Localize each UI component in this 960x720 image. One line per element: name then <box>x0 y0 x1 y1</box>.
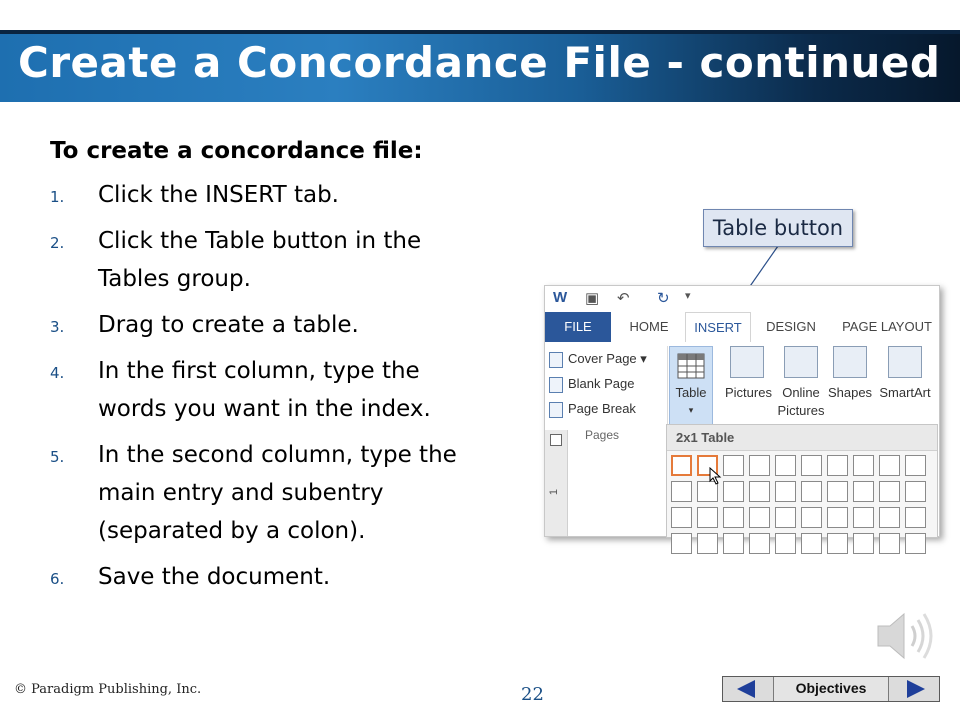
grid-cell[interactable] <box>671 507 692 528</box>
step-number: 1. <box>50 188 65 206</box>
grid-cell[interactable] <box>879 533 900 554</box>
slide-title: Create a Concordance File - continued <box>18 38 941 87</box>
tab-selector-icon[interactable] <box>550 434 562 446</box>
grid-cell[interactable] <box>879 455 900 476</box>
blank-page-button[interactable]: Blank Page <box>549 371 667 396</box>
vertical-ruler <box>545 430 568 536</box>
chevron-down-icon: ▾ <box>688 405 694 415</box>
grid-cell[interactable] <box>723 481 744 502</box>
grid-cell[interactable] <box>853 533 874 554</box>
quick-access-toolbar <box>545 286 939 312</box>
tab-home[interactable]: HOME <box>629 319 669 334</box>
smartart-icon <box>888 346 922 378</box>
customize-toolbar-icon[interactable]: ▾ <box>685 290 691 302</box>
grid-cell[interactable] <box>671 455 692 476</box>
tab-page-layout[interactable]: PAGE LAYOUT <box>842 319 932 334</box>
step-number: 5. <box>50 448 65 466</box>
grid-cell[interactable] <box>801 507 822 528</box>
redo-icon[interactable]: ↻ <box>657 290 670 307</box>
step-text: Drag to create a table. <box>98 312 359 338</box>
table-size-label: 2x1 Table <box>667 425 937 451</box>
grid-cell[interactable] <box>905 481 926 502</box>
pages-group <box>549 346 667 421</box>
grid-cell[interactable] <box>697 507 718 528</box>
right-arrow-icon <box>889 677 939 701</box>
step-number: 3. <box>50 318 65 336</box>
grid-cell[interactable] <box>723 455 744 476</box>
grid-cell[interactable] <box>775 507 796 528</box>
cover-page-icon <box>549 352 563 368</box>
undo-icon[interactable]: ↶ <box>617 290 630 307</box>
grid-cell[interactable] <box>827 455 848 476</box>
next-button[interactable] <box>888 677 939 701</box>
grid-cell[interactable] <box>905 455 926 476</box>
instructions-heading: To create a concordance file: <box>50 138 423 164</box>
table-icon <box>677 353 705 379</box>
left-arrow-icon <box>723 677 773 701</box>
grid-cell[interactable] <box>749 533 770 554</box>
grid-cell[interactable] <box>905 533 926 554</box>
previous-button[interactable] <box>723 677 774 701</box>
tab-design[interactable]: DESIGN <box>766 319 816 334</box>
grid-cell[interactable] <box>749 507 770 528</box>
grid-cell[interactable] <box>905 507 926 528</box>
table-button[interactable] <box>669 346 713 430</box>
tab-file[interactable]: FILE <box>545 312 611 342</box>
grid-cell[interactable] <box>723 533 744 554</box>
grid-cell[interactable] <box>723 507 744 528</box>
step-text: In the first column, type the words you want in the index. <box>98 358 431 422</box>
table-button-label: Table <box>675 385 707 400</box>
step-text: Click the Table button in the Tables group. <box>98 228 422 292</box>
word-logo-icon: W <box>553 289 568 306</box>
grid-cell[interactable] <box>749 481 770 502</box>
grid-cell[interactable] <box>671 533 692 554</box>
grid-cell[interactable] <box>801 481 822 502</box>
grid-cell[interactable] <box>853 481 874 502</box>
page-break-icon <box>549 402 563 418</box>
objectives-button[interactable]: Objectives <box>795 680 867 696</box>
online-pictures-button[interactable]: Online Pictures <box>773 346 829 420</box>
page-break-button[interactable]: Page Break <box>549 396 667 421</box>
grid-cell[interactable] <box>775 533 796 554</box>
grid-cell[interactable] <box>879 507 900 528</box>
online-pictures-icon <box>784 346 818 378</box>
pictures-icon <box>730 346 764 378</box>
grid-cell[interactable] <box>853 507 874 528</box>
step-text: In the second column, type the main entry and subentry (separated by a colon). <box>98 442 457 544</box>
step-text: Save the document. <box>98 564 331 590</box>
navigation-bar <box>722 676 940 702</box>
grid-cell[interactable] <box>801 455 822 476</box>
mouse-pointer-icon <box>709 467 723 485</box>
grid-cell[interactable] <box>775 481 796 502</box>
cover-page-button[interactable]: Cover Page ▾ <box>549 346 667 371</box>
grid-cell[interactable] <box>749 455 770 476</box>
grid-cell[interactable] <box>827 533 848 554</box>
grid-cell[interactable] <box>879 481 900 502</box>
shapes-icon <box>833 346 867 378</box>
step-number: 4. <box>50 364 65 382</box>
grid-cell[interactable] <box>801 533 822 554</box>
smartart-button[interactable]: SmartArt <box>875 346 935 402</box>
table-button-callout: Table button <box>703 209 853 247</box>
pictures-button[interactable]: Pictures <box>725 346 769 402</box>
step-number: 6. <box>50 570 65 588</box>
tab-insert[interactable]: INSERT <box>685 312 751 344</box>
grid-cell[interactable] <box>697 533 718 554</box>
page-number: 22 <box>521 684 544 705</box>
pages-group-label: Pages <box>585 428 620 442</box>
grid-cell[interactable] <box>775 455 796 476</box>
ribbon-tabs <box>545 312 939 343</box>
grid-cell[interactable] <box>853 455 874 476</box>
blank-page-icon <box>549 377 563 393</box>
shapes-button[interactable]: Shapes <box>825 346 875 402</box>
grid-cell[interactable] <box>827 507 848 528</box>
table-grid-dropdown <box>666 424 938 538</box>
grid-cell[interactable] <box>827 481 848 502</box>
save-icon[interactable]: ▣ <box>585 290 600 307</box>
copyright: © Paradigm Publishing, Inc. <box>14 682 202 697</box>
step-text: Click the INSERT tab. <box>98 182 339 208</box>
speaker-icon[interactable] <box>872 604 942 668</box>
grid-cell[interactable] <box>671 481 692 502</box>
ruler-mark: 1 <box>548 488 561 496</box>
step-number: 2. <box>50 234 65 252</box>
